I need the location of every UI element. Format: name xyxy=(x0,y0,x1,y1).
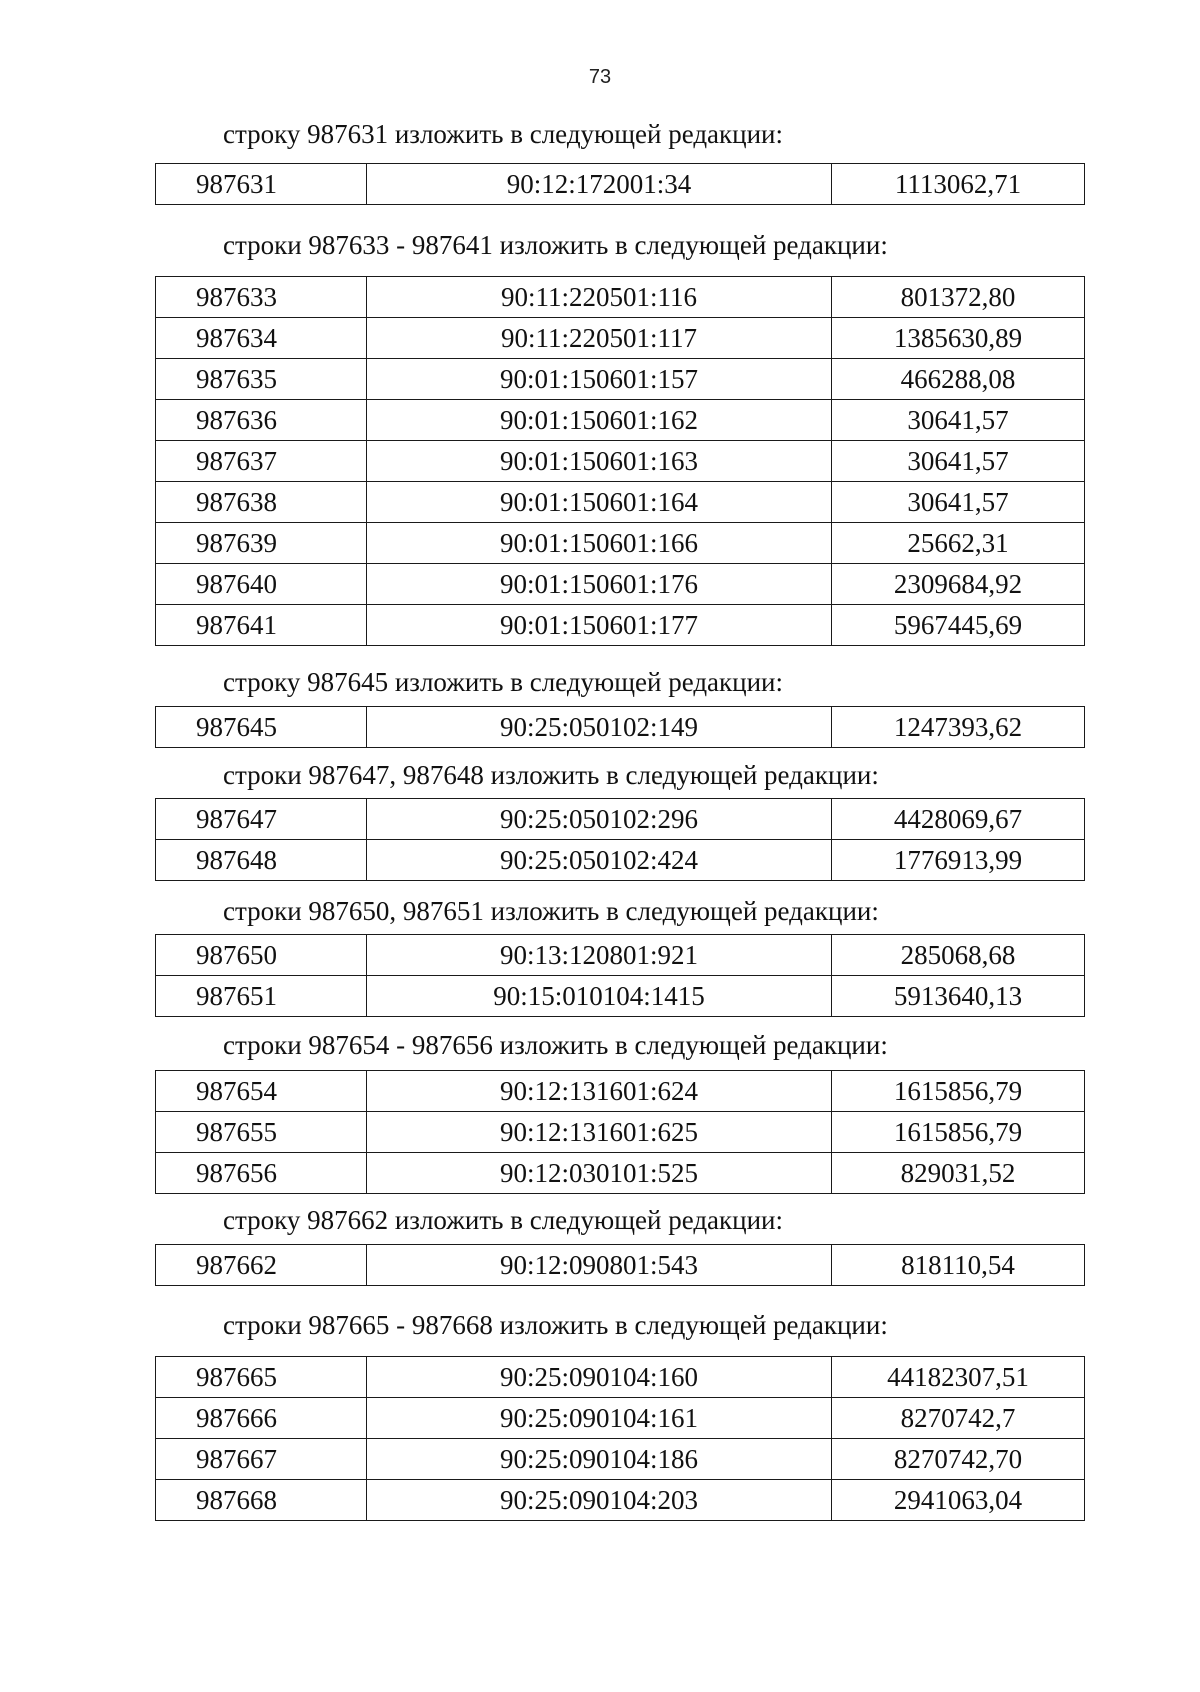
value-cell: 30641,57 xyxy=(832,482,1085,523)
value-cell: 8270742,70 xyxy=(832,1439,1085,1480)
row-number-cell: 987655 xyxy=(156,1112,367,1153)
cadastral-number-cell: 90:15:010104:1415 xyxy=(367,976,832,1017)
page-number: 73 xyxy=(588,66,612,88)
value-cell: 1385630,89 xyxy=(832,318,1085,359)
value-cell: 44182307,51 xyxy=(832,1357,1085,1398)
table-row xyxy=(156,935,1085,976)
section-caption: строку 987662 изложить в следующей редакции: xyxy=(223,1205,784,1235)
amendment-section xyxy=(155,758,1085,881)
row-number-cell: 987666 xyxy=(156,1398,367,1439)
row-number-cell: 987634 xyxy=(156,318,367,359)
table-row xyxy=(156,482,1085,523)
data-table xyxy=(155,1356,1085,1521)
table-row xyxy=(156,1439,1085,1480)
cadastral-number-cell: 90:11:220501:116 xyxy=(367,277,832,318)
data-table xyxy=(155,1070,1085,1194)
cadastral-number-cell: 90:25:090104:160 xyxy=(367,1357,832,1398)
row-number-cell: 987647 xyxy=(156,799,367,840)
table-row xyxy=(156,1357,1085,1398)
row-number-cell: 987668 xyxy=(156,1480,367,1521)
value-cell: 285068,68 xyxy=(832,935,1085,976)
cadastral-number-cell: 90:11:220501:117 xyxy=(367,318,832,359)
table-row xyxy=(156,564,1085,605)
row-number-cell: 987633 xyxy=(156,277,367,318)
table-row xyxy=(156,359,1085,400)
table-row xyxy=(156,605,1085,646)
table-row xyxy=(156,318,1085,359)
value-cell: 5967445,69 xyxy=(832,605,1085,646)
data-table xyxy=(155,276,1085,646)
table-row xyxy=(156,164,1085,205)
amendment-section xyxy=(155,117,1085,205)
section-caption: строки 987633 - 987641 изложить в следующей редакции: xyxy=(223,230,888,260)
amendment-section xyxy=(155,1308,1085,1521)
cadastral-number-cell: 90:12:090801:543 xyxy=(367,1245,832,1286)
row-number-cell: 987631 xyxy=(156,164,367,205)
row-number-cell: 987654 xyxy=(156,1071,367,1112)
value-cell: 25662,31 xyxy=(832,523,1085,564)
data-table xyxy=(155,934,1085,1017)
value-cell: 30641,57 xyxy=(832,400,1085,441)
row-number-cell: 987667 xyxy=(156,1439,367,1480)
row-number-cell: 987641 xyxy=(156,605,367,646)
table-row xyxy=(156,523,1085,564)
cadastral-number-cell: 90:12:131601:624 xyxy=(367,1071,832,1112)
cadastral-number-cell: 90:01:150601:164 xyxy=(367,482,832,523)
table-row xyxy=(156,277,1085,318)
table-row xyxy=(156,1245,1085,1286)
row-number-cell: 987639 xyxy=(156,523,367,564)
value-cell: 4428069,67 xyxy=(832,799,1085,840)
row-number-cell: 987636 xyxy=(156,400,367,441)
cadastral-number-cell: 90:25:050102:424 xyxy=(367,840,832,881)
value-cell: 829031,52 xyxy=(832,1153,1085,1194)
row-number-cell: 987662 xyxy=(156,1245,367,1286)
data-table xyxy=(155,1244,1085,1286)
row-number-cell: 987637 xyxy=(156,441,367,482)
table-row xyxy=(156,840,1085,881)
value-cell: 1615856,79 xyxy=(832,1112,1085,1153)
cadastral-number-cell: 90:25:090104:186 xyxy=(367,1439,832,1480)
cadastral-number-cell: 90:25:090104:203 xyxy=(367,1480,832,1521)
cadastral-number-cell: 90:01:150601:166 xyxy=(367,523,832,564)
section-caption: строки 987654 - 987656 изложить в следующей редакции: xyxy=(223,1030,888,1060)
table-row xyxy=(156,441,1085,482)
cadastral-number-cell: 90:25:050102:149 xyxy=(367,707,832,748)
table-row xyxy=(156,976,1085,1017)
value-cell: 8270742,7 xyxy=(832,1398,1085,1439)
row-number-cell: 987635 xyxy=(156,359,367,400)
section-caption: строки 987647, 987648 изложить в следующей редакции: xyxy=(223,760,879,790)
data-table xyxy=(155,163,1085,205)
table-row xyxy=(156,1398,1085,1439)
table-row xyxy=(156,1480,1085,1521)
value-cell: 818110,54 xyxy=(832,1245,1085,1286)
data-table xyxy=(155,798,1085,881)
table-row xyxy=(156,707,1085,748)
data-table xyxy=(155,706,1085,748)
value-cell: 1776913,99 xyxy=(832,840,1085,881)
row-number-cell: 987656 xyxy=(156,1153,367,1194)
value-cell: 1113062,71 xyxy=(832,164,1085,205)
cadastral-number-cell: 90:25:050102:296 xyxy=(367,799,832,840)
cadastral-number-cell: 90:13:120801:921 xyxy=(367,935,832,976)
amendment-section xyxy=(155,1028,1085,1194)
row-number-cell: 987650 xyxy=(156,935,367,976)
value-cell: 2941063,04 xyxy=(832,1480,1085,1521)
table-row xyxy=(156,1153,1085,1194)
cadastral-number-cell: 90:25:090104:161 xyxy=(367,1398,832,1439)
amendment-section xyxy=(155,665,1085,748)
table-row xyxy=(156,799,1085,840)
cadastral-number-cell: 90:01:150601:157 xyxy=(367,359,832,400)
row-number-cell: 987651 xyxy=(156,976,367,1017)
value-cell: 801372,80 xyxy=(832,277,1085,318)
section-caption: строку 987631 изложить в следующей редакции: xyxy=(223,119,784,149)
table-row xyxy=(156,1071,1085,1112)
row-number-cell: 987665 xyxy=(156,1357,367,1398)
value-cell: 1615856,79 xyxy=(832,1071,1085,1112)
row-number-cell: 987638 xyxy=(156,482,367,523)
row-number-cell: 987645 xyxy=(156,707,367,748)
cadastral-number-cell: 90:01:150601:177 xyxy=(367,605,832,646)
table-row xyxy=(156,1112,1085,1153)
cadastral-number-cell: 90:12:172001:34 xyxy=(367,164,832,205)
section-caption: строки 987665 - 987668 изложить в следующей редакции: xyxy=(223,1310,888,1340)
cadastral-number-cell: 90:01:150601:162 xyxy=(367,400,832,441)
table-row xyxy=(156,400,1085,441)
cadastral-number-cell: 90:01:150601:176 xyxy=(367,564,832,605)
value-cell: 30641,57 xyxy=(832,441,1085,482)
cadastral-number-cell: 90:12:131601:625 xyxy=(367,1112,832,1153)
amendment-section xyxy=(155,1203,1085,1286)
amendment-section xyxy=(155,228,1085,646)
section-caption: строки 987650, 987651 изложить в следующей редакции: xyxy=(223,896,879,926)
value-cell: 2309684,92 xyxy=(832,564,1085,605)
amendment-section xyxy=(155,894,1085,1017)
section-caption: строку 987645 изложить в следующей редакции: xyxy=(223,667,784,697)
cadastral-number-cell: 90:01:150601:163 xyxy=(367,441,832,482)
value-cell: 466288,08 xyxy=(832,359,1085,400)
value-cell: 5913640,13 xyxy=(832,976,1085,1017)
cadastral-number-cell: 90:12:030101:525 xyxy=(367,1153,832,1194)
row-number-cell: 987648 xyxy=(156,840,367,881)
value-cell: 1247393,62 xyxy=(832,707,1085,748)
row-number-cell: 987640 xyxy=(156,564,367,605)
